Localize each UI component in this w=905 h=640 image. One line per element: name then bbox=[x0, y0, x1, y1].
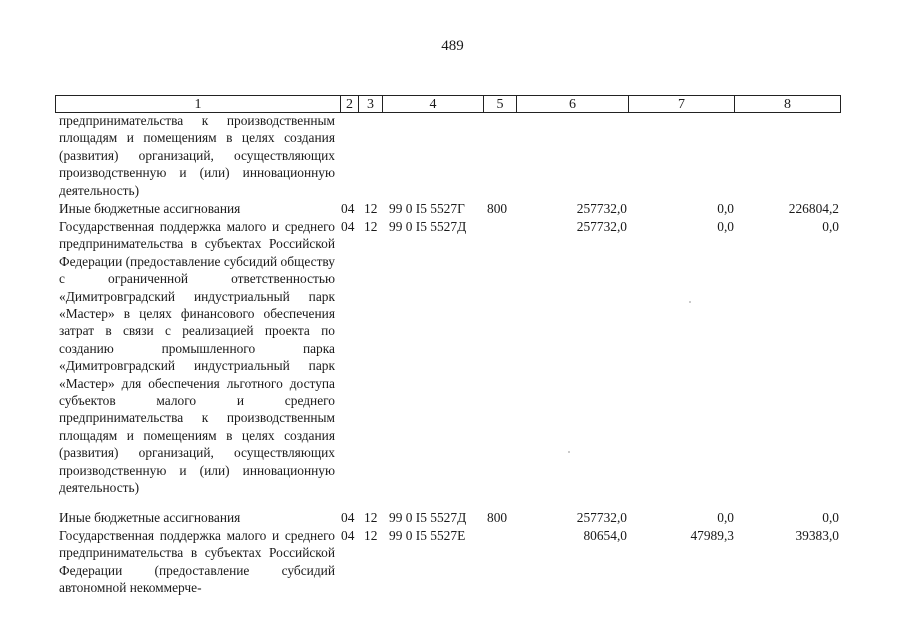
row-description: Государственная поддержка малого и среднего предпринимательства в субъектах Российской Федерации (предоставление субсидий обществу с ограниченной ответственностью «Димитровградский индустриальный парк «Мастер» в целях финансового обеспечения затрат в связи с реализацией проекта по созданию промышленного парка «Димитровградский индустриальный парк «Мастер» для обеспечения льготного доступа субъектов малого и среднего предпринимательства к производственным площадям и помещениям в целях создания (развития) организаций, осуществляющих производственную и (или) инновационную деятельность) bbox=[59, 219, 335, 496]
cell-rz: 04 bbox=[341, 510, 355, 525]
header-col-8: 8 bbox=[734, 96, 841, 112]
header-col-4: 4 bbox=[382, 96, 483, 112]
cell-col8: 0,0 bbox=[822, 510, 839, 525]
header-col-5: 5 bbox=[483, 96, 516, 112]
cell-col7: 0,0 bbox=[717, 201, 734, 216]
cell-csr: 99 0 I5 5527Г bbox=[389, 201, 465, 216]
cell-col8: 0,0 bbox=[822, 219, 839, 234]
header-col-7: 7 bbox=[628, 96, 734, 112]
cell-vr: 800 bbox=[487, 510, 508, 525]
cell-csr: 99 0 I5 5527Д bbox=[389, 219, 467, 234]
header-col-6: 6 bbox=[516, 96, 628, 112]
cell-vr: 800 bbox=[487, 201, 508, 216]
cell-rz: 04 bbox=[341, 201, 355, 216]
table-row-continuation bbox=[59, 112, 335, 199]
cell-pr: 12 bbox=[364, 201, 378, 216]
table-header bbox=[55, 95, 841, 113]
scan-speck bbox=[568, 451, 570, 453]
cell-rz: 04 bbox=[341, 219, 355, 234]
row-description: Иные бюджетные ассигнования bbox=[59, 510, 241, 525]
row-description: предпринимательства к производственным площадям и помещениям в целях создания (развития) организаций, осуществляющих производственную и (или) инновационную деятельность) bbox=[59, 113, 335, 198]
page-number: 489 bbox=[441, 38, 464, 54]
header-col-3: 3 bbox=[358, 96, 382, 112]
cell-col8: 39383,0 bbox=[795, 528, 839, 543]
header-col-2: 2 bbox=[340, 96, 358, 112]
cell-col7: 0,0 bbox=[717, 219, 734, 234]
header-col-1: 1 bbox=[55, 96, 340, 112]
scan-speck bbox=[689, 301, 691, 303]
cell-col6: 257732,0 bbox=[576, 510, 627, 525]
cell-pr: 12 bbox=[364, 219, 378, 234]
cell-csr: 99 0 I5 5527Д bbox=[389, 510, 467, 525]
cell-pr: 12 bbox=[364, 528, 378, 543]
row-description: Государственная поддержка малого и среднего предпринимательства в субъектах Российской Федерации (предоставление субсидий автономной некоммерче- bbox=[59, 528, 335, 596]
cell-col7: 47989,3 bbox=[690, 528, 734, 543]
cell-col6: 80654,0 bbox=[583, 528, 627, 543]
row-description: Иные бюджетные ассигнования bbox=[59, 201, 241, 216]
cell-rz: 04 bbox=[341, 528, 355, 543]
cell-col8: 226804,2 bbox=[788, 201, 839, 216]
cell-col6: 257732,0 bbox=[576, 219, 627, 234]
cell-csr: 99 0 I5 5527Е bbox=[389, 528, 466, 543]
cell-pr: 12 bbox=[364, 510, 378, 525]
cell-col6: 257732,0 bbox=[576, 201, 627, 216]
cell-col7: 0,0 bbox=[717, 510, 734, 525]
